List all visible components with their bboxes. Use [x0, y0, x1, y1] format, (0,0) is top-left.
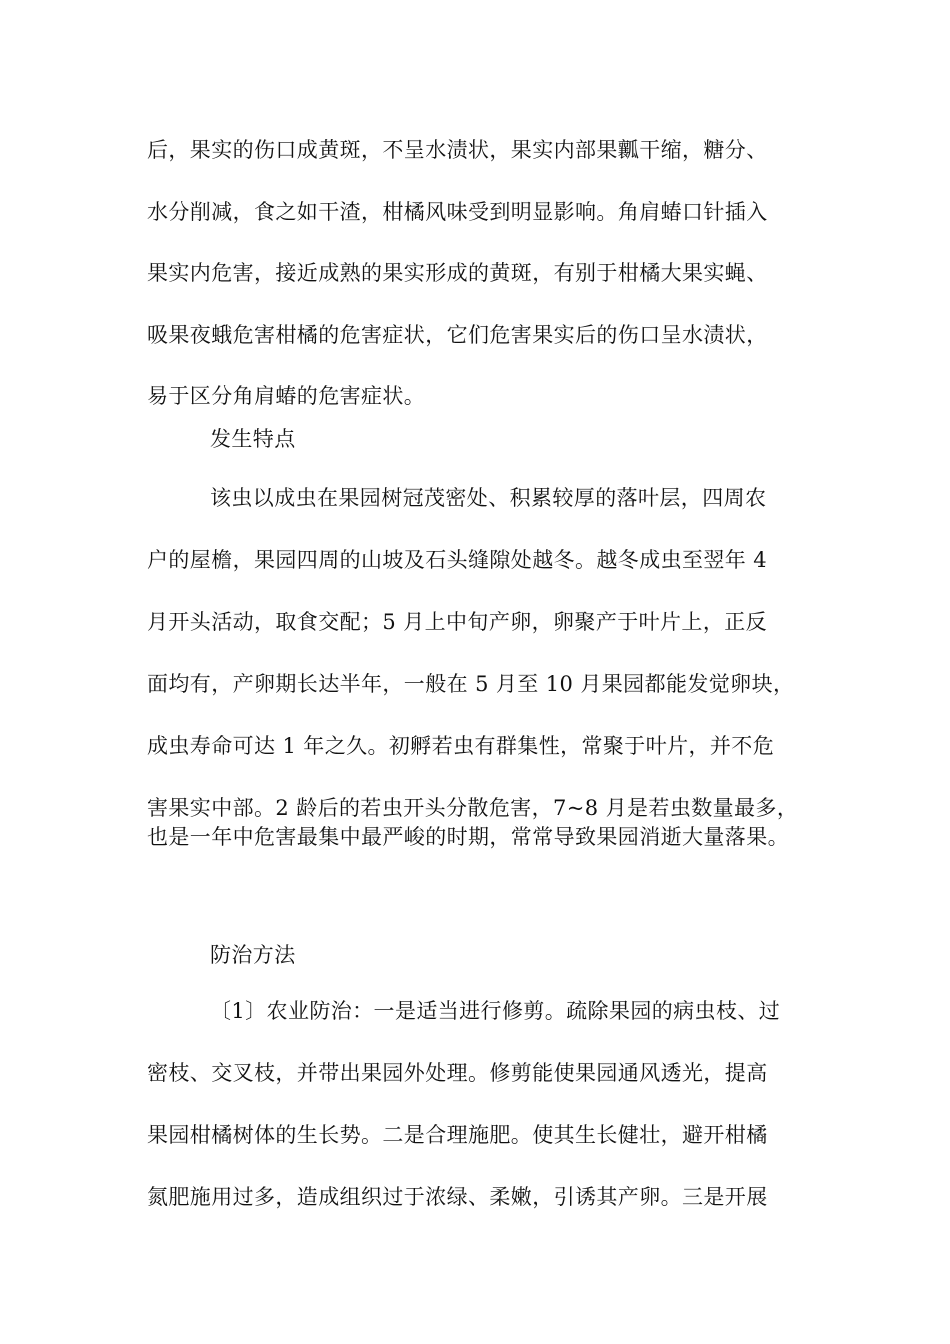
- section-heading-occurrence: 发生特点: [210, 427, 296, 451]
- paragraph-2-line-5: 成虫寿命可达 1 年之久。初孵若虫有群集性，常聚于叶片，并不危: [147, 734, 775, 758]
- paragraph-2-line-4: 面均有，产卵期长达半年，一般在 5 月至 10 月果园都能发觉卵块，: [147, 672, 795, 696]
- paragraph-1-line-3: 果实内危害，接近成熟的果实形成的黄斑，有别于柑橘大果实蝇、: [147, 261, 768, 285]
- paragraph-1-line-1: 后，果实的伤口成黄斑，不呈水渍状，果实内部果瓤干缩，糖分、: [147, 138, 768, 162]
- paragraph-3-line-2: 密枝、交叉枝，并带出果园外处理。修剪能使果园通风透光，提高: [147, 1061, 768, 1085]
- paragraph-1-line-4: 吸果夜蛾危害柑橘的危害症状，它们危害果实后的伤口呈水渍状，: [147, 323, 768, 347]
- paragraph-3-line-3: 果园柑橘树体的生长势。二是合理施肥。使其生长健壮，避开柑橘: [147, 1123, 768, 1147]
- paragraph-2-line-2: 户的屋檐，果园四周的山坡及石头缝隙处越冬。越冬成虫至翌年 4: [147, 548, 768, 572]
- section-heading-control-methods: 防治方法: [210, 943, 296, 967]
- paragraph-3-line-4: 氮肥施用过多，造成组织过于浓绿、柔嫩，引诱其产卵。三是开展: [147, 1185, 768, 1209]
- paragraph-2-line-3: 月开头活动，取食交配；5 月上中旬产卵，卵聚产于叶片上，正反: [147, 610, 768, 634]
- paragraph-2-line-6: 害果实中部。2 龄后的若虫开头分散危害，7~8 月是若虫数量最多，: [147, 796, 799, 820]
- paragraph-3-line-1: 〔1〕农业防治：一是适当进行修剪。疏除果园的病虫枝、过: [210, 999, 781, 1023]
- paragraph-2-line-7: 也是一年中危害最集中最严峻的时期，常常导致果园消逝大量落果。: [147, 825, 789, 849]
- paragraph-2-line-1: 该虫以成虫在果园树冠茂密处、积累较厚的落叶层，四周农: [210, 486, 767, 510]
- paragraph-1-line-5: 易于区分角肩蝽的危害症状。: [147, 384, 426, 408]
- paragraph-1-line-2: 水分削减，食之如干渣，柑橘风味受到明显影响。角肩蝽口针插入: [147, 200, 768, 224]
